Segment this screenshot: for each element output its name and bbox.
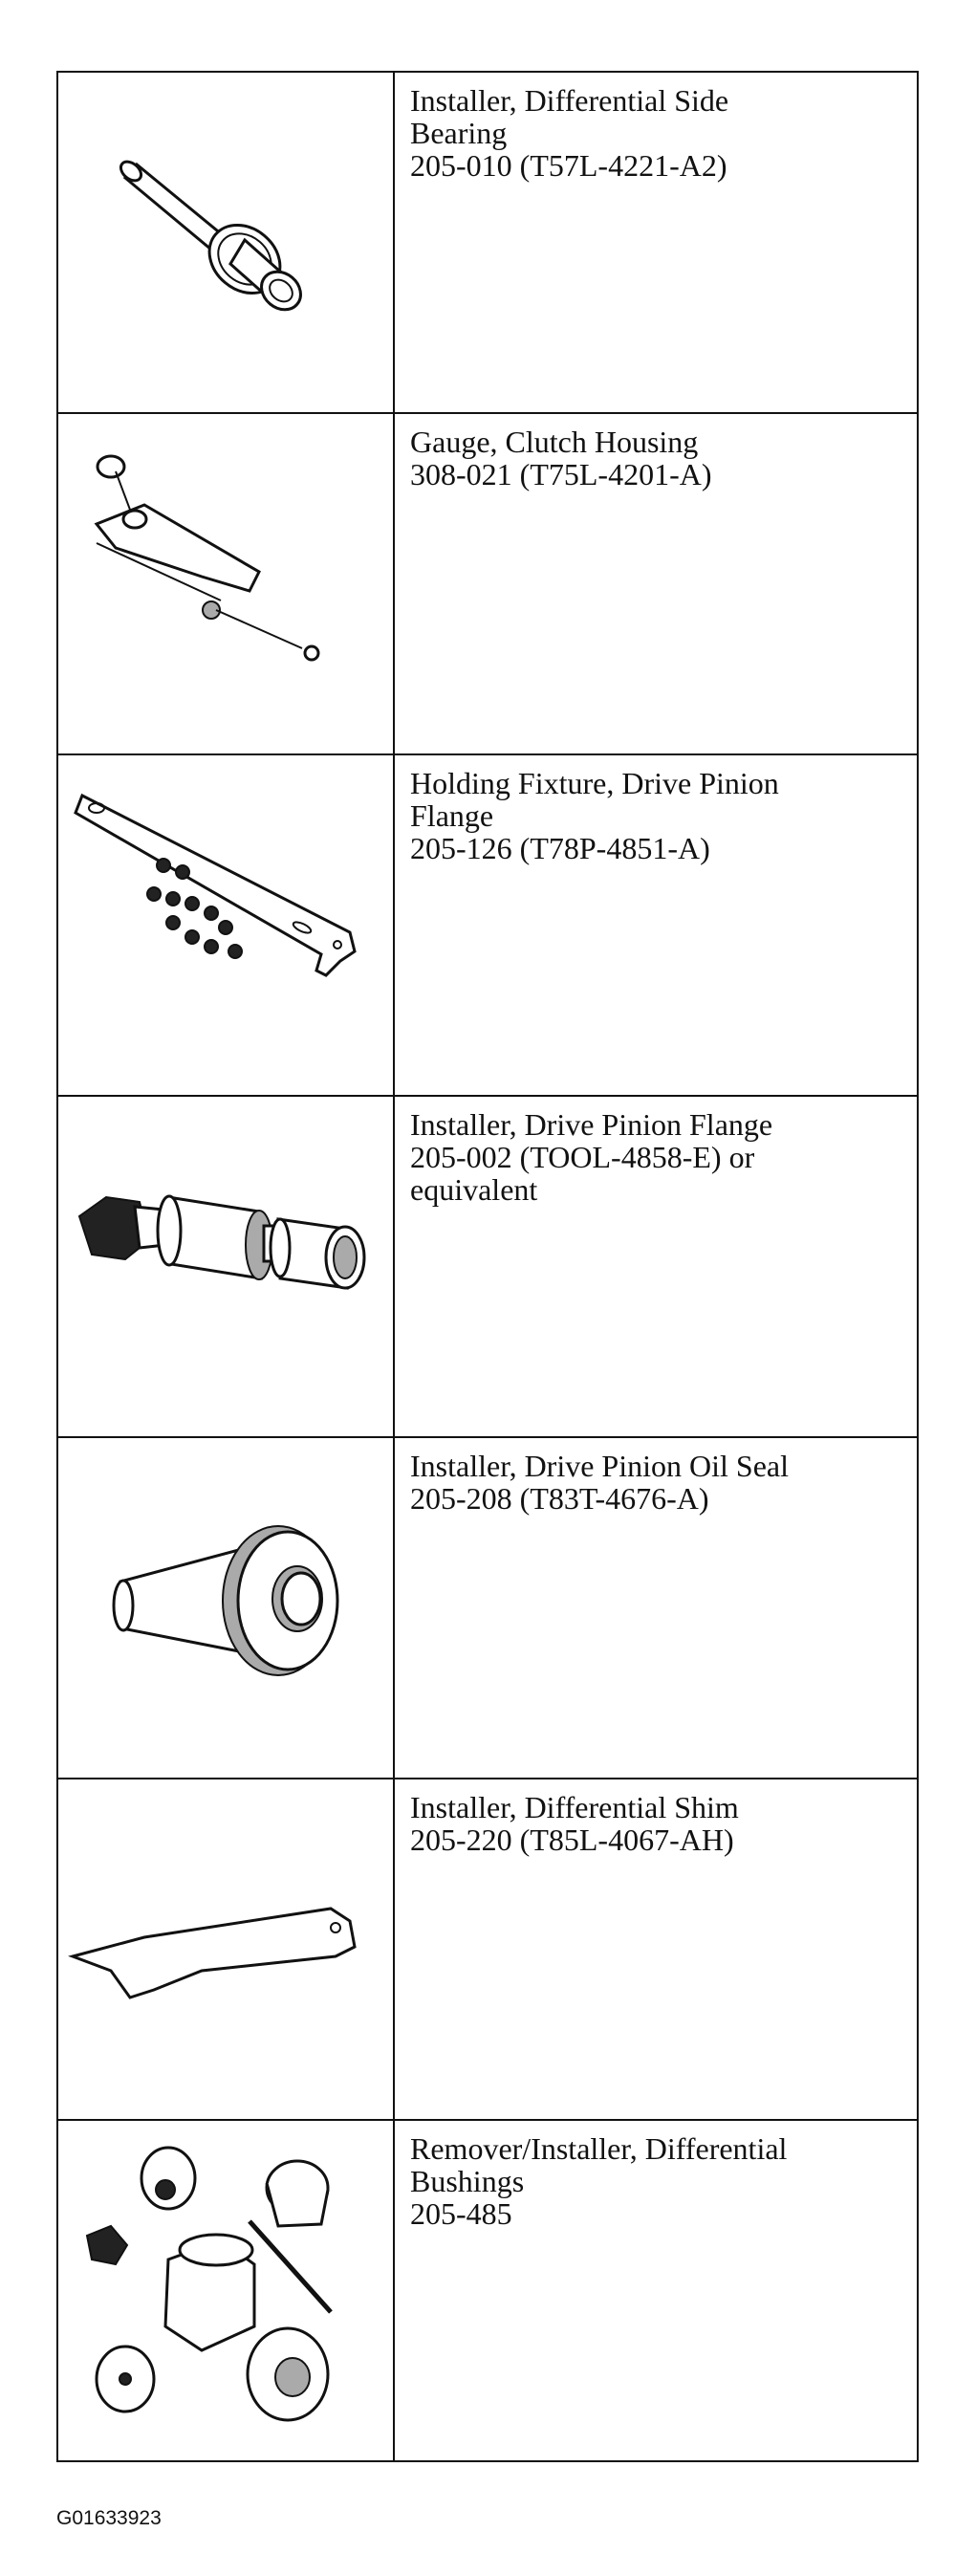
tool-description-cell (394, 1779, 918, 2120)
tool-name-continued: Flange (410, 798, 494, 833)
tool-image-cell (57, 754, 394, 1096)
drive-pinion-flange-installer-illustration (58, 1097, 393, 1436)
tool-name: Installer, Differential Side (410, 83, 729, 118)
table-row (57, 2120, 918, 2461)
tool-name-continued: Bearing (410, 116, 508, 150)
tool-name: Installer, Drive Pinion Oil Seal (410, 1449, 789, 1483)
tool-image-cell (57, 413, 394, 754)
tool-name-continued: Bushings (410, 2164, 525, 2198)
tool-image-cell (57, 2120, 394, 2461)
drive-pinion-flange-holding-fixture-illustration (58, 755, 393, 1095)
tool-number: 205-002 (TOOL-4858-E) or (410, 1140, 755, 1174)
tool-number: 205-208 (T83T-4676-A) (410, 1481, 709, 1516)
differential-side-bearing-installer-illustration (58, 73, 393, 412)
table-row (57, 413, 918, 754)
drive-pinion-oil-seal-installer-illustration (58, 1438, 393, 1778)
tool-number: 205-485 (410, 2196, 512, 2231)
tool-description-cell (394, 413, 918, 754)
clutch-housing-gauge-illustration (58, 414, 393, 753)
tool-number: 205-010 (T57L-4221-A2) (410, 148, 727, 183)
differential-bushings-remover-installer-illustration (58, 2121, 393, 2460)
tool-name: Holding Fixture, Drive Pinion (410, 766, 779, 800)
tool-number: 205-126 (T78P-4851-A) (410, 831, 710, 865)
table-row (57, 1779, 918, 2120)
tool-number: 308-021 (T75L-4201-A) (410, 457, 712, 491)
tool-name: Remover/Installer, Differential (410, 2131, 788, 2166)
tool-number: 205-220 (T85L-4067-AH) (410, 1823, 734, 1857)
tool-name: Gauge, Clutch Housing (410, 425, 699, 459)
tool-name: Installer, Drive Pinion Flange (410, 1107, 773, 1142)
tool-description-cell (394, 72, 918, 413)
tool-description-cell (394, 1096, 918, 1437)
table-row (57, 1096, 918, 1437)
tool-number-continued: equivalent (410, 1172, 538, 1207)
tool-description-cell (394, 2120, 918, 2461)
tool-description-cell (394, 1437, 918, 1779)
tool-image-cell (57, 1437, 394, 1779)
tool-description-cell (394, 754, 918, 1096)
tool-image-cell (57, 1096, 394, 1437)
tool-name: Installer, Differential Shim (410, 1790, 739, 1824)
tool-image-cell (57, 1779, 394, 2120)
table-row (57, 72, 918, 413)
table-row (57, 754, 918, 1096)
table-row (57, 1437, 918, 1779)
figure-id: G01633923 (56, 2507, 162, 2529)
special-tools-table (56, 71, 919, 2462)
differential-shim-installer-illustration (58, 1779, 393, 2119)
tool-image-cell (57, 72, 394, 413)
